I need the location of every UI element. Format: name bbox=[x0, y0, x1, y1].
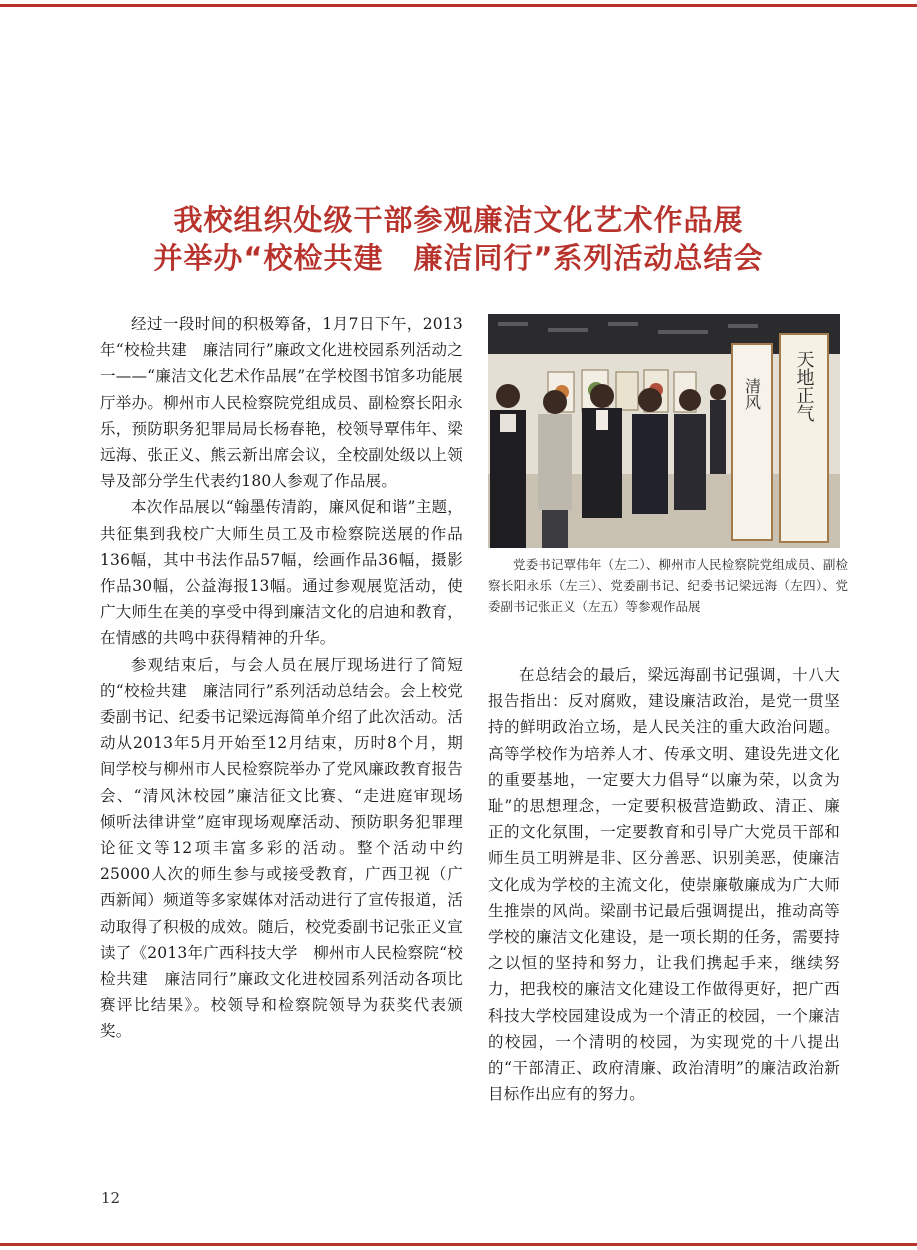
paragraph: 经过一段时间的积极筹备，1月7日下午，2013年“校检共建 廉洁同行”廉政文化进校园系列活动之一——“廉洁文化艺术作品展”在学校图书馆多功能展厅举办。柳州市人民检察院党组成员、副检察长阳永乐，预防职务犯罪局局长杨春艳，校领导覃伟年、梁远海、张正义、熊云新出席会议，全校副处级以上领导及部分学生代表约180人参观了作品展。 bbox=[100, 315, 463, 491]
paragraph: 在总结会的最后，梁远海副书记强调，十八大报告指出：反对腐败，建设廉洁政治，是党一贯坚持的鲜明政治立场，是人民关注的重大政治问题。高等学校作为培养人才、传承文明、建设先进文化的重要基地，一定要大力倡导“以廉为荣，以贪为耻”的思想理念，一定要积极营造勤政、清正、廉正的文化氛围，一定要教育和引导广大党员干部和师生员工明辨是非、区分善恶、识别美恶，使廉洁文化成为学校的主流文化，使崇廉敬廉成为广大师生推崇的风尚。梁副书记最后强调提出，推动高等学校的廉洁文化建设，是一项长期的任务，需要持之以恒的坚持和努力，让我们携起手来，继续努力，把我校的廉洁文化建设工作做得更好，把广西科技大学校园建设成为一个清正的校园，一个廉洁的校园，一个清明的校园，为实现党的十八提出的“干部清正、政府清廉、政治清明”的廉洁政治新目标作出应有的努力。 bbox=[488, 666, 840, 1104]
bottom-rule bbox=[0, 1243, 917, 1246]
scroll-calligraphy-left: 清风 bbox=[742, 378, 762, 410]
exhibition-photo bbox=[488, 314, 840, 548]
left-column bbox=[100, 311, 479, 1045]
article-title-line-1: 我校组织处级干部参观廉洁文化艺术作品展 bbox=[173, 203, 744, 237]
top-rule bbox=[0, 4, 917, 7]
paragraph: 本次作品展以“翰墨传清韵，廉风促和谐”主题，共征集到我校广大师生员工及市检察院送展的作品136幅，其中书法作品57幅，绘画作品36幅，摄影作品30幅，公益海报13幅。通过参观展览活动，使广大师生在美的享受中得到廉洁文化的启迪和教育，在情感的共鸣中获得精神的升华。 bbox=[100, 498, 463, 648]
right-column bbox=[488, 662, 840, 1107]
scroll-calligraphy-right: 天地正气 bbox=[793, 350, 815, 422]
photo-caption: 党委书记覃伟年（左二）、柳州市人民检察院党组成员、副检察长阳永乐（左三）、党委副书记、纪委书记梁远海（左四）、党委副书记张正义（左五）等参观作品展 bbox=[488, 557, 848, 614]
page-number: 12 bbox=[101, 1189, 121, 1207]
paragraph: 参观结束后，与会人员在展厅现场进行了简短的“校检共建 廉洁同行”系列活动总结会。会上校党委副书记、纪委书记梁远海简单介绍了此次活动。活动从2013年5月开始至12月结束，历时8个月，期间学校与柳州市人民检察院举办了党风廉政教育报告会、“清风沐校园”廉洁征文比赛、“走进庭审现场 倾听法律讲堂”庭审现场观摩活动、预防职务犯罪理论征文等12项丰富多彩的活动。整个活动中约25000人次的师生参与或接受教育，广西卫视（广西新闻）频道等多家媒体对活动进行了宣传报道，活动取得了积极的成效。随后，校党委副书记张正义宣读了《2013年广西科技大学 柳州市人民检察院“校检共建 廉洁同行”廉政文化进校园系列活动各项比赛评比结果》。校领导和检察院领导为获奖代表颁奖。 bbox=[100, 655, 479, 1041]
article-title-line-2: 并举办“校检共建 廉洁同行”系列活动总结会 bbox=[153, 241, 764, 275]
